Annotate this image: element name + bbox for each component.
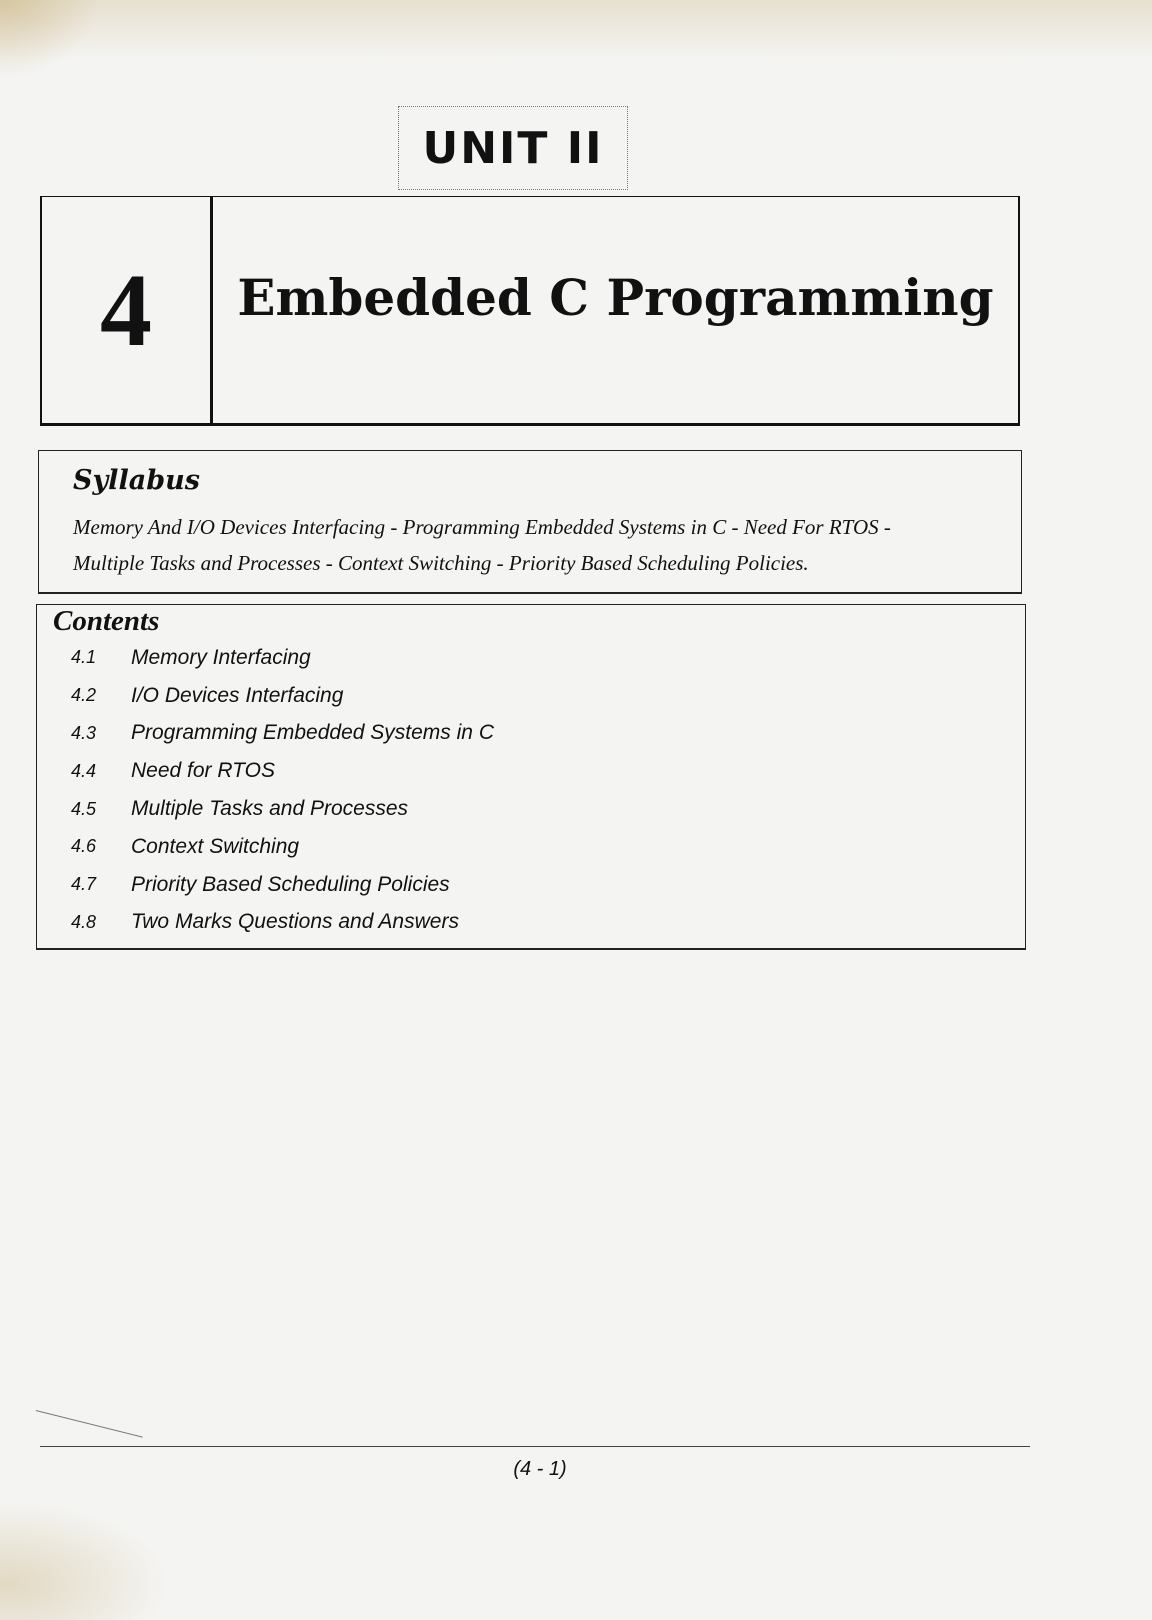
contents-item	[71, 866, 494, 904]
unit-label-box	[398, 106, 628, 190]
section-title: Context Switching	[131, 834, 300, 858]
syllabus-text	[73, 509, 1013, 581]
contents-item	[71, 752, 494, 790]
syllabus-box	[38, 450, 1022, 594]
section-number: 4.3	[71, 722, 97, 743]
page-number: (4 - 1)	[513, 1458, 567, 1480]
section-number: 4.7	[71, 874, 97, 895]
contents-item	[71, 639, 494, 677]
contents-item	[71, 790, 494, 828]
chapter-header	[40, 196, 1020, 426]
syllabus-line: Multiple Tasks and Processes - Context Switching - Priority Based Scheduling Policies.	[73, 551, 809, 575]
chapter-number: 4	[100, 252, 152, 368]
contents-list	[71, 639, 494, 941]
section-title: Programming Embedded Systems in C	[131, 721, 494, 745]
section-number: 4.2	[71, 685, 97, 706]
paper-stain-corner	[0, 0, 100, 80]
paper-stain-corner	[0, 1500, 170, 1620]
section-title: Multiple Tasks and Processes	[131, 797, 409, 821]
section-title: Need for RTOS	[131, 759, 275, 783]
chapter-title: Embedded C Programming	[237, 267, 994, 327]
section-number: 4.4	[71, 760, 97, 781]
section-title: Two Marks Questions and Answers	[131, 910, 459, 934]
section-number: 4.5	[71, 798, 97, 819]
section-title: Memory Interfacing	[131, 645, 311, 669]
syllabus-line: Memory And I/O Devices Interfacing - Programming Embedded Systems in C - Need For RTOS -	[73, 515, 891, 539]
contents-heading: Contents	[53, 605, 160, 637]
section-number: 4.6	[71, 836, 97, 857]
contents-item	[71, 904, 494, 942]
section-number: 4.8	[71, 911, 97, 932]
footer-rule	[40, 1446, 1030, 1447]
paper-stain-top	[0, 0, 1152, 60]
section-title: I/O Devices Interfacing	[131, 683, 344, 707]
section-number: 4.1	[71, 647, 97, 668]
section-title: Priority Based Scheduling Policies	[131, 872, 450, 896]
contents-box	[36, 604, 1026, 950]
syllabus-heading: Syllabus	[73, 465, 200, 496]
contents-item	[71, 677, 494, 715]
unit-label: UNIT II	[422, 122, 604, 174]
contents-item	[71, 828, 494, 866]
contents-item	[71, 715, 494, 753]
footer-rule-accent	[36, 1410, 143, 1438]
